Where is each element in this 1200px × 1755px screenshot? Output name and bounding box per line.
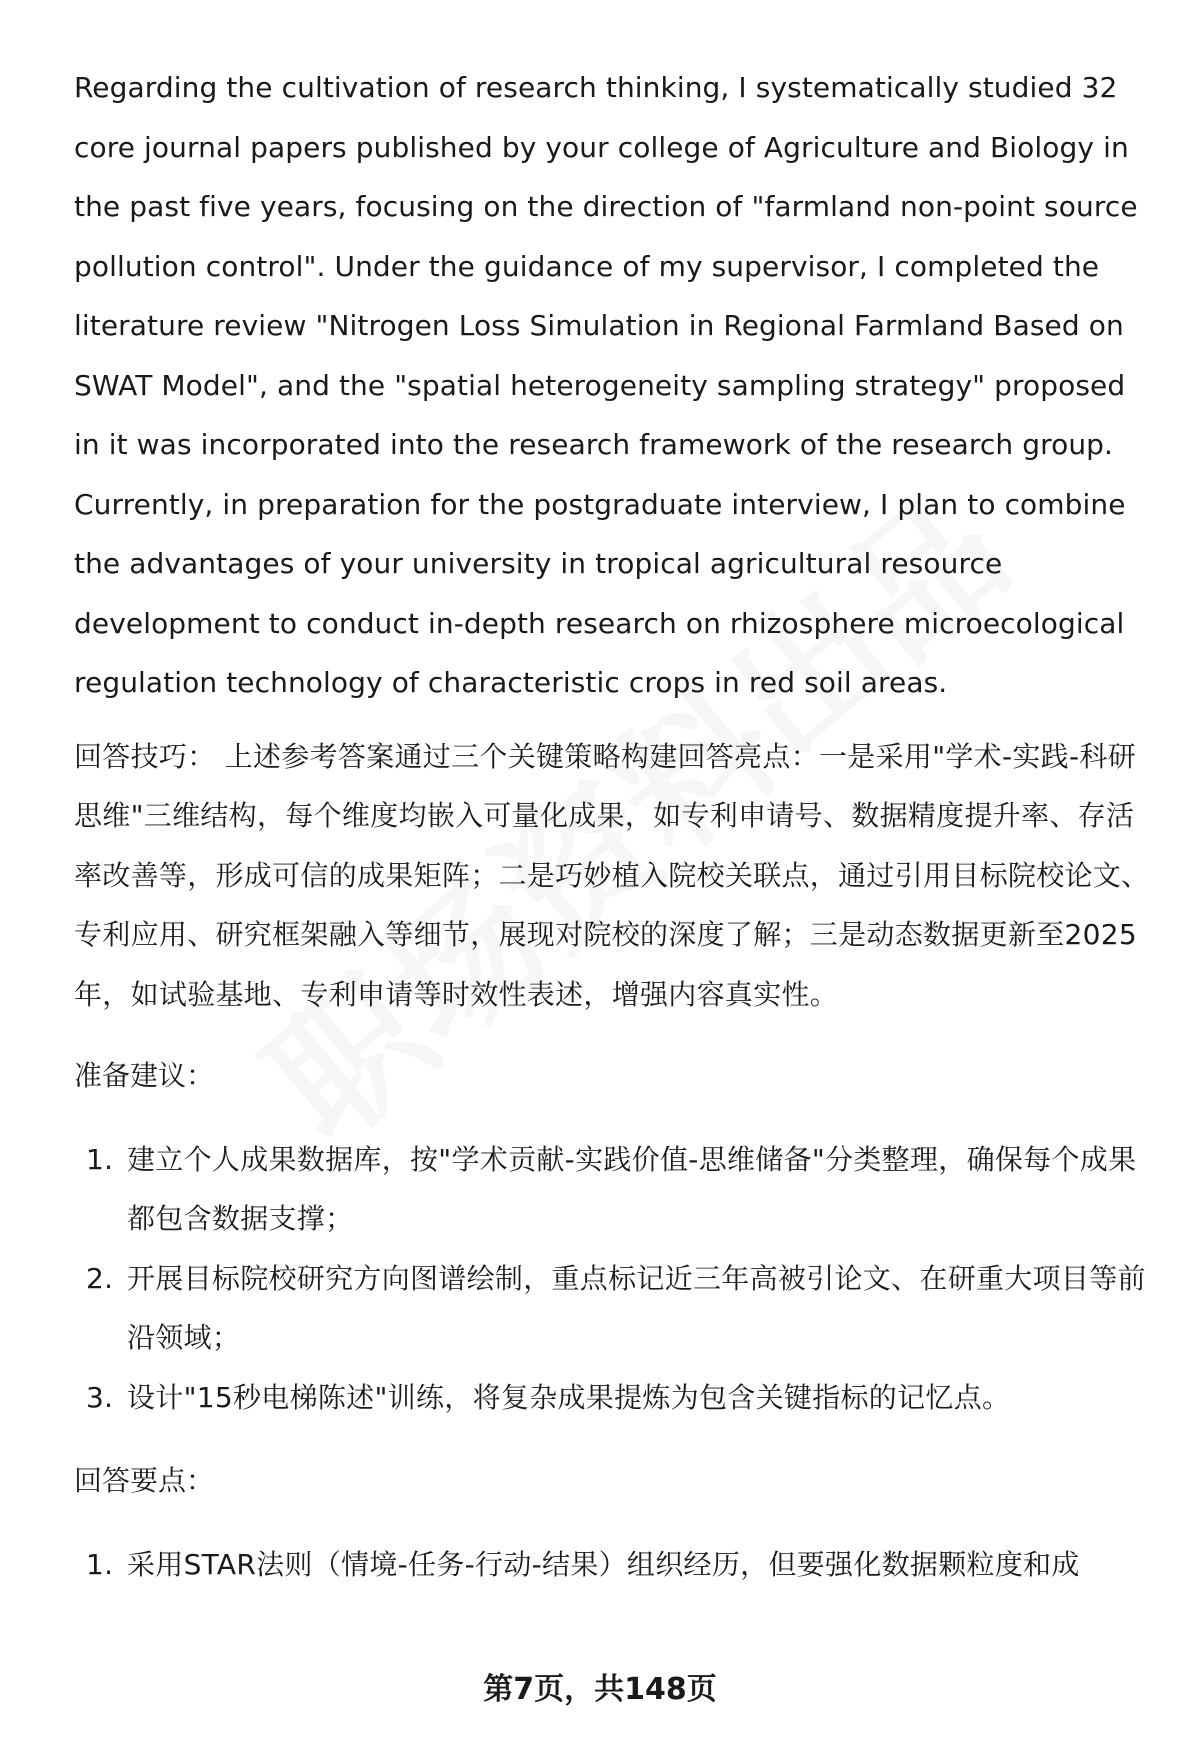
preparation-list [74,1130,1154,1428]
keypoints-heading: 回答要点： [74,1464,215,1497]
list-item [74,1130,1154,1249]
list-item [74,1368,1154,1428]
preparation-heading: 准备建议： [74,1059,215,1092]
list-item-text: 开展目标院校研究方向图谱绘制，重点标记近三年高被引论文、在研重大项目等前沿领域； [127,1261,1146,1354]
list-item [74,1535,1154,1595]
list-number: 3. [86,1380,114,1414]
list-item-text: 建立个人成果数据库，按"学术贡献-实践价值-思维储备"分类整理，确保每个成果都包含数据支撑； [127,1142,1137,1235]
list-item-text: 采用STAR法则（情境-任务-行动-结果）组织经历，但要强化数据颗粒度和成 [127,1547,1080,1581]
list-number: 2. [86,1261,114,1295]
list-item [74,1249,1154,1368]
list-item-text: 设计"15秒电梯陈述"训练，将复杂成果提炼为包含关键指标的记忆点。 [127,1380,1011,1414]
keypoints-list [74,1535,1154,1595]
list-number: 1. [86,1547,114,1581]
list-number: 1. [86,1142,114,1176]
answer-tips-paragraph: 回答技巧： 上述参考答案通过三个关键策略构建回答亮点：一是采用"学术-实践-科研思维"三维结构，每个维度均嵌入可量化成果，如专利申请号、数据精度提升率、存活率改善等，形成可信的成果矩阵；二是巧妙植入院校关联点，通过引用目标院校论文、专利应用、研究框架融入等细节，展现对院校的深度了解；三是动态数据更新至2025年，如试验基地、专利申请等时效性表述，增强内容真实性。 [74,739,1150,1011]
page-footer: 第7页，共148页 [483,1672,717,1707]
english-paragraph: Regarding the cultivation of research thinking, I systematically studied 32 core journal papers published by your college of Agriculture and Biology in the past five years, focusing on the direction of "farmland non-point source pollution control". Under the guidance of my supervisor, I completed the literature review "Nitrogen Loss Simulation in Regional Farmland Based on SWAT Model", and the "spatial heterogeneity sampling strategy" proposed in it was incorporated into the research framework of the research group. Currently, in preparation for the postgraduate interview, I plan to combine the advantages of your university in tropical agricultural resource development to conduct in-depth research on rhizosphere microecological regulation technology of characteristic crops in red soil areas. [74,71,1138,699]
document-page [74,58,1154,1618]
